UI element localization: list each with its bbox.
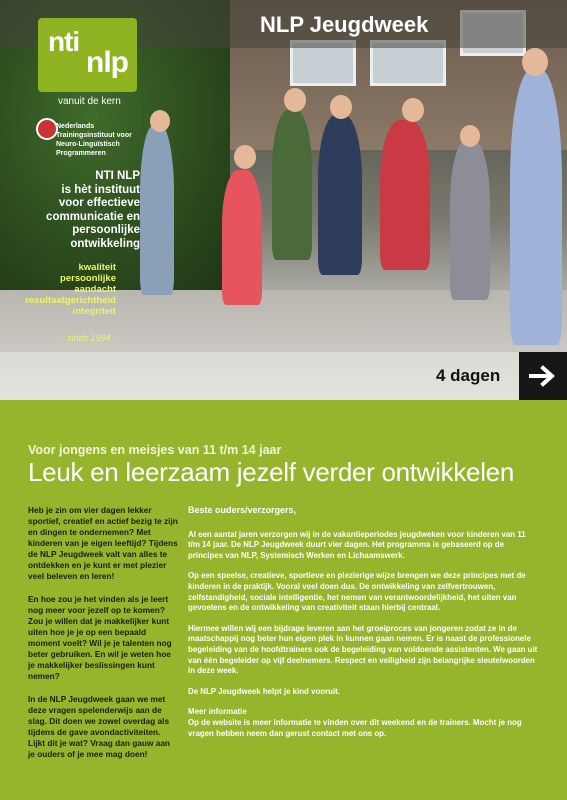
person-head	[460, 125, 480, 147]
slogan-line: ontwikkeling	[70, 237, 140, 250]
parents-paragraph: Op een speelse, creatieve, sportieve en plezierige wijze brengen we deze principes met de kinderen in de praktijk. Vooral veel doen dus. De ontwikkeling van zelfvertrouwen, zelfstandigheid, sociale intelligentie, het nemen van verantwoordelijkheid, het uiten van gevoelens en de ontwikkeling van creativiteit staan hierbij centraal.	[188, 571, 526, 613]
logo-tagline: vanuit de kern	[58, 96, 121, 107]
logo-text-nti: nti	[48, 26, 80, 57]
badge-icon	[36, 118, 58, 140]
arrow-right-icon	[529, 364, 557, 388]
slogan-line: communicatie en	[46, 210, 140, 223]
parents-column	[188, 505, 538, 749]
since-year: - sinds 1994 -	[61, 333, 116, 343]
duration-label: 4 dagen	[436, 366, 501, 385]
kids-column	[28, 505, 178, 772]
value-item: persoonlijke aandacht	[60, 273, 116, 295]
kids-paragraph: Heb je zin om vier dagen lekker sportief, creatief en actief bezig te zijn en dingen te ondernemen? Met kinderen van je eigen leeftijd? Tijdens de NLP Jeugdweek valt van alles te ontdekken en je kunt er met plezier veel beleven en leren!	[28, 505, 178, 581]
parents-paragraph: De NLP Jeugdweek helpt je kind vooruit.	[188, 686, 340, 696]
main-headline: Leuk en leerzaam jezelf verder ontwikkelen	[28, 457, 514, 487]
institute-name: Nederlands Trainingsinstituut voor Neuro-Linguïstisch Programmeren	[56, 123, 132, 157]
audience-subheading: Voor jongens en meisjes van 11 t/m 14 jaar	[28, 443, 282, 457]
person-head	[284, 88, 306, 112]
more-info-heading: Meer informatie	[188, 707, 247, 717]
kids-paragraph: En hoe zou je het vinden als je leert nog meer voor jezelf op te komen? Zou je willen dat je makkelijker kunt uiten hoe je je op een bepaald moment voelt? Wil je je talenten nog beter gebruiken. En wil je weten hoe je makkelijker beslissingen kunt nemen?	[28, 594, 172, 681]
parents-paragraph: Al een aantal jaren verzorgen wij in de vakantieperiodes jeugdweken voor kinderen van 11 t/m 14 jaar. De NLP Jeugdweek duurt vier dagen. Het programma is gebaseerd op de principes van NLP, Systemisch Werken en Lichaamswerk.	[188, 529, 526, 560]
person-head	[150, 110, 170, 132]
person-head	[234, 145, 256, 169]
person-head	[402, 98, 424, 122]
person-figure	[380, 120, 430, 270]
logo-text-nlp: nlp	[86, 46, 128, 79]
person-head	[522, 48, 548, 76]
kids-paragraph: In de NLP Jeugdweek gaan we met deze vragen spelenderwijs aan de slag. Dit doen we zowel overdag als tijdens de gave avondactiviteiten. Lijkt dit je wat? Vraag dan gauw aan je ouders of je mee mag doen!	[28, 694, 170, 759]
person-figure	[272, 110, 312, 260]
slogan-line: is hèt instituut	[61, 183, 140, 196]
parents-paragraph: Hiermee willen wij een bijdrage leveren aan het groeiproces van jongeren zodat ze in de maatschappij nog beter hun eigen plek in kunnen gaan nemen. Er is naast de professionele begeleiding van de hoofdtrainers ook de begeleiding van voldoende assistenten. We gaan uit van één begeleider op vijf deelnemers. Respect en veiligheid zijn belangrijke sleutelwoorden in deze week.	[188, 623, 538, 676]
slogan-line: persoonlijke	[72, 224, 140, 236]
core-values	[20, 262, 116, 317]
parents-greeting: Beste ouders/verzorgers,	[188, 505, 297, 515]
person-figure	[510, 70, 562, 345]
slogan-line: NTI NLP	[95, 170, 140, 182]
person-figure	[222, 170, 262, 305]
person-figure	[450, 140, 490, 300]
value-item: integriteit	[72, 306, 116, 317]
value-item: resultaatgerichtheid	[25, 295, 116, 306]
slogan	[36, 170, 140, 251]
person-head	[330, 95, 352, 119]
value-item: kwaliteit	[78, 262, 116, 273]
next-button[interactable]	[519, 352, 567, 400]
page-title: NLP Jeugdweek	[260, 12, 429, 37]
nti-nlp-logo	[38, 18, 137, 92]
person-figure	[318, 115, 362, 275]
slogan-line: voor effectieve	[58, 197, 140, 209]
more-info-text: Op de website is meer informatie te vinden over dit weekend en de trainers. Mocht je nog vragen hebben neem dan gerust contact met ons op.	[188, 717, 522, 738]
